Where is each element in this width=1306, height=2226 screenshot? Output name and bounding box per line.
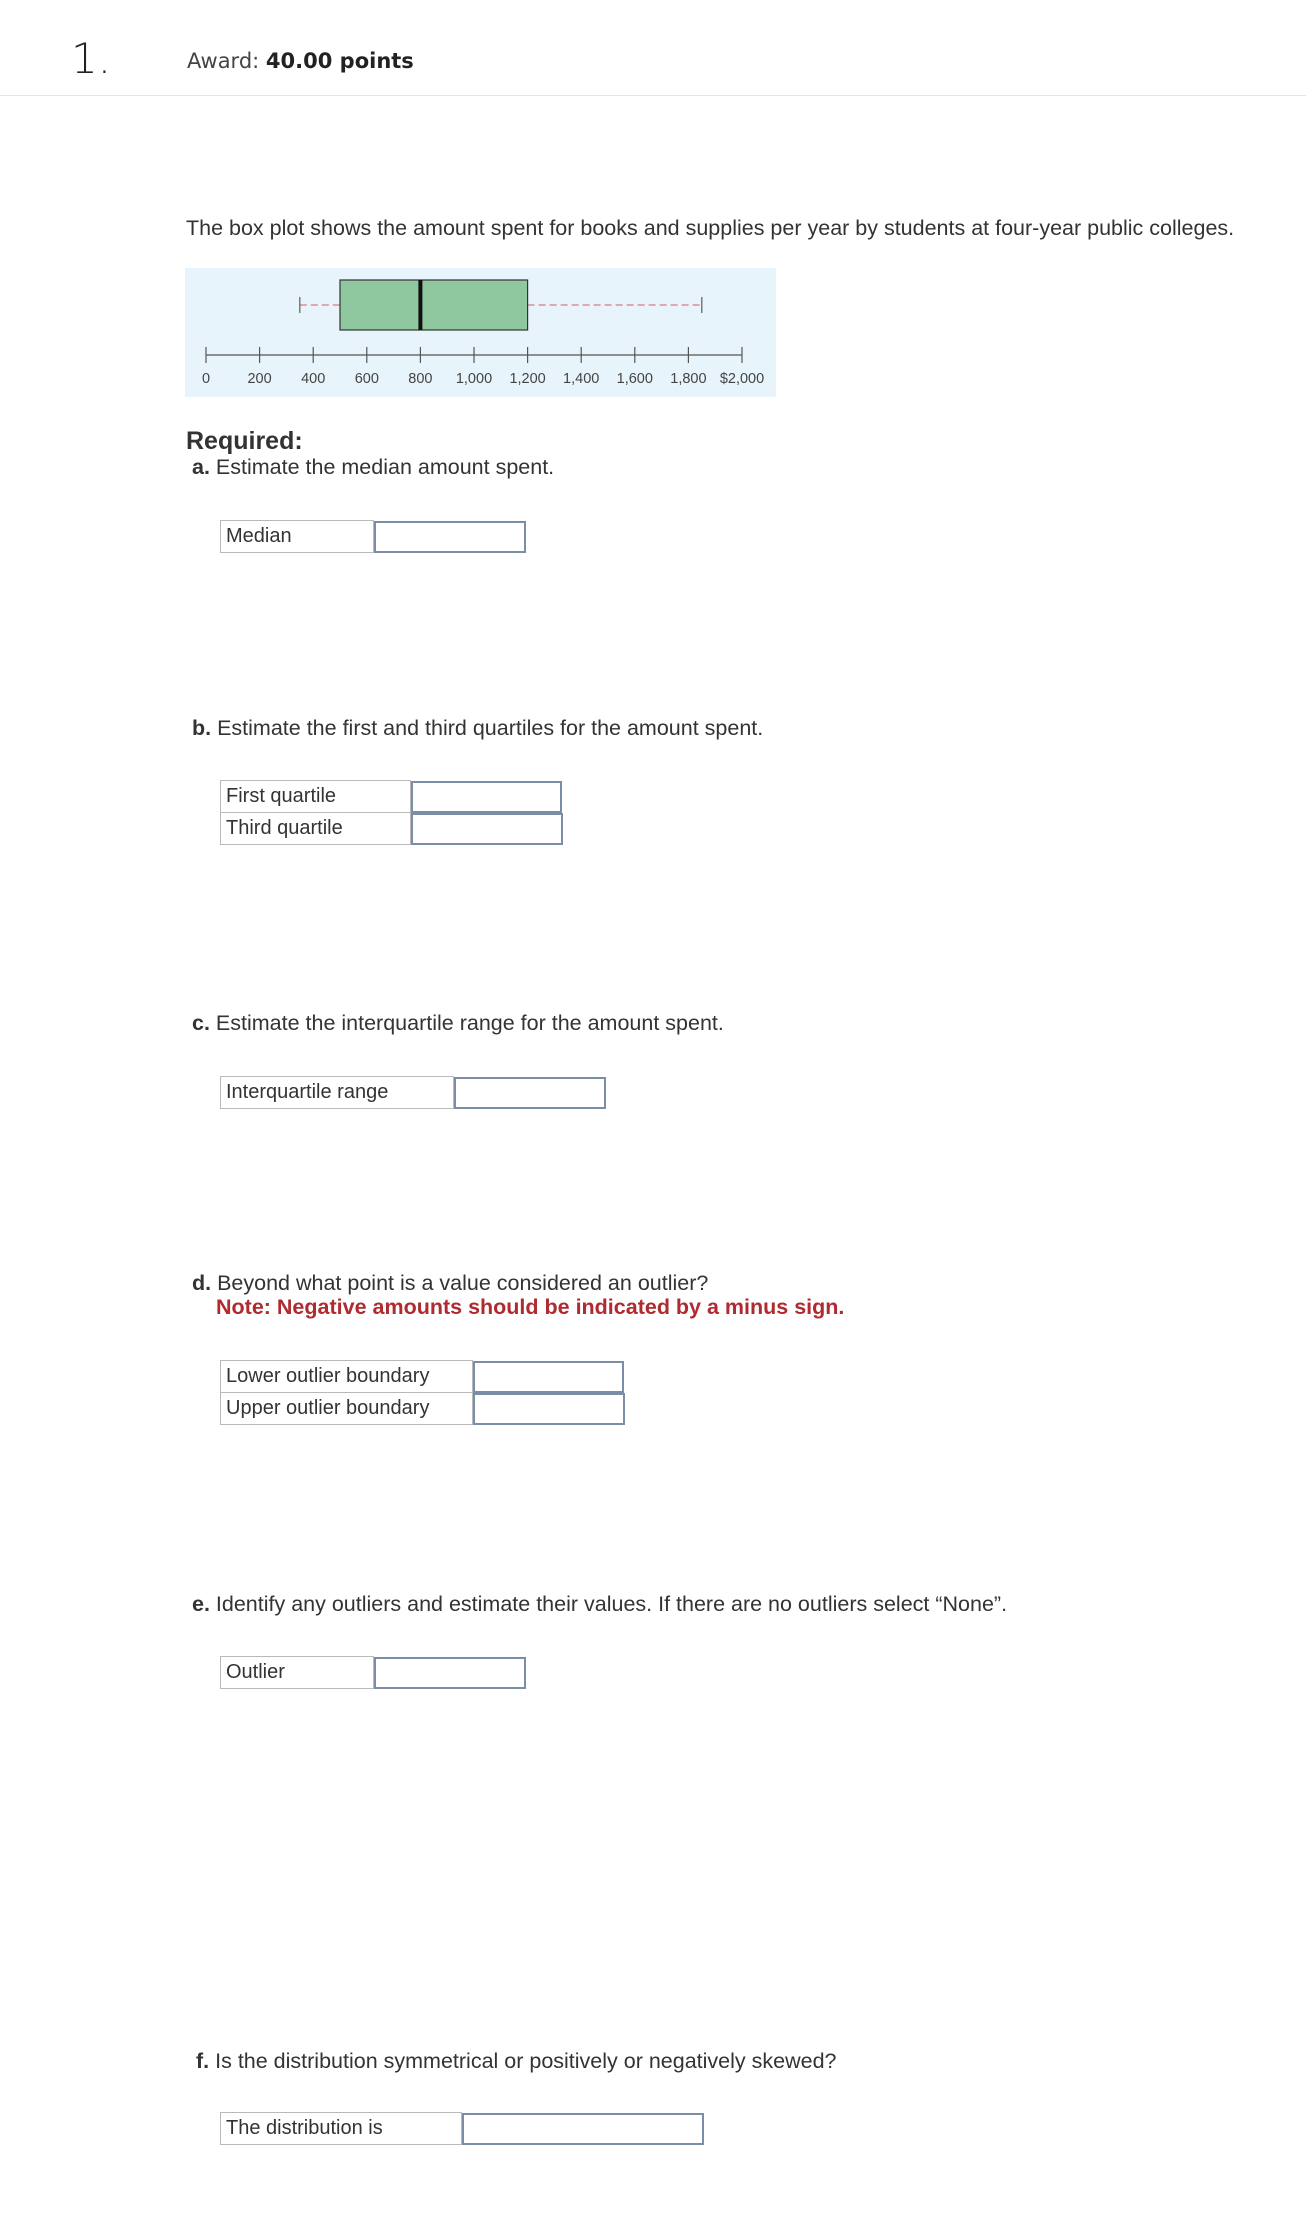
header-divider xyxy=(0,95,1306,96)
x-axis-tick-label: 200 xyxy=(247,371,272,387)
outlier-answer-table xyxy=(220,1656,526,1689)
x-axis-tick-label: 800 xyxy=(408,371,433,387)
table-row xyxy=(221,1077,606,1109)
part-c-text: Estimate the interquartile range for the amount spent. xyxy=(215,1011,724,1035)
outlier-boundary-answer-table xyxy=(220,1360,625,1425)
x-axis-tick-label: 1,800 xyxy=(670,371,707,387)
iqr-label: Interquartile range xyxy=(221,1077,454,1109)
distribution-answer-table xyxy=(220,2112,704,2145)
award-label: Award: xyxy=(187,49,260,73)
part-a-prompt xyxy=(192,455,554,480)
median-cell xyxy=(374,521,526,553)
negative-amount-note: Note: Negative amounts should be indicated by a minus sign. xyxy=(216,1295,845,1319)
third-quartile-cell xyxy=(411,813,563,845)
distribution-label: The distribution is xyxy=(221,2113,462,2145)
outlier-cell xyxy=(374,1657,526,1689)
upper-outlier-boundary-cell xyxy=(473,1393,625,1425)
part-f-prompt xyxy=(196,2049,837,2074)
part-d-letter: d. xyxy=(192,1271,212,1295)
part-c-prompt xyxy=(192,1011,724,1036)
award-value: 40.00 points xyxy=(265,49,414,73)
part-f-letter: f. xyxy=(196,2049,210,2073)
table-row xyxy=(221,521,526,553)
table-row xyxy=(221,1361,625,1393)
quartiles-answer-table xyxy=(220,780,563,845)
box-plot xyxy=(185,268,776,397)
part-a-letter: a. xyxy=(192,455,210,479)
part-b-prompt xyxy=(192,716,763,741)
lower-outlier-boundary-input[interactable] xyxy=(473,1361,624,1393)
x-axis-tick-label: 1,000 xyxy=(455,371,493,387)
part-e-text: Identify any outliers and estimate their values. If there are no outliers select “None”. xyxy=(215,1592,1008,1616)
question-intro: The box plot shows the amount spent for books and supplies per year by students at four-year public colleges. xyxy=(186,216,1235,240)
part-d-prompt xyxy=(192,1271,708,1296)
part-e-prompt xyxy=(192,1592,1007,1617)
x-axis-tick-label: 600 xyxy=(354,371,379,387)
x-axis-tick-label: 1,600 xyxy=(616,371,653,387)
iqr-input[interactable] xyxy=(454,1077,606,1109)
interquartile-box xyxy=(340,280,528,330)
part-c-letter: c. xyxy=(192,1011,210,1035)
third-quartile-input[interactable] xyxy=(411,813,563,845)
distribution-select[interactable] xyxy=(462,2113,704,2145)
x-axis-tick-label: 1,200 xyxy=(509,371,546,387)
table-row xyxy=(221,781,563,813)
upper-outlier-boundary-label: Upper outlier boundary xyxy=(221,1393,473,1425)
lower-outlier-boundary-label: Lower outlier boundary xyxy=(221,1361,473,1393)
question-number: 1. xyxy=(71,34,112,83)
median-label: Median xyxy=(221,521,374,553)
x-axis-tick-label: $2,000 xyxy=(719,371,765,387)
table-row xyxy=(221,813,563,845)
median-answer-table xyxy=(220,520,526,553)
distribution-cell xyxy=(462,2113,704,2145)
upper-outlier-boundary-input[interactable] xyxy=(473,1393,625,1425)
third-quartile-label: Third quartile xyxy=(221,813,411,845)
part-a-text: Estimate the median amount spent. xyxy=(215,455,555,479)
part-f-text: Is the distribution symmetrical or positively or negatively skewed? xyxy=(215,2049,837,2073)
table-row xyxy=(221,1393,625,1425)
first-quartile-cell xyxy=(411,781,563,813)
part-b-text: Estimate the first and third quartiles for the amount spent. xyxy=(217,716,764,740)
table-row xyxy=(221,2113,704,2145)
part-b-letter: b. xyxy=(192,716,212,740)
median-input[interactable] xyxy=(374,521,526,553)
outlier-select[interactable] xyxy=(374,1657,526,1689)
iqr-answer-table xyxy=(220,1076,606,1109)
award-points xyxy=(187,49,414,73)
part-e-letter: e. xyxy=(192,1592,210,1616)
first-quartile-label: First quartile xyxy=(221,781,411,813)
x-axis-tick-label: 1,400 xyxy=(563,371,600,387)
box-plot-svg xyxy=(185,268,776,397)
x-axis-tick-label: 0 xyxy=(201,371,211,387)
first-quartile-input[interactable] xyxy=(411,781,562,813)
iqr-cell xyxy=(454,1077,606,1109)
outlier-label: Outlier xyxy=(221,1657,374,1689)
lower-outlier-boundary-cell xyxy=(473,1361,625,1393)
table-row xyxy=(221,1657,526,1689)
part-d-text: Beyond what point is a value considered an outlier? xyxy=(217,1271,709,1295)
x-axis-tick-label: 400 xyxy=(301,371,326,387)
required-heading: Required: xyxy=(186,427,303,455)
